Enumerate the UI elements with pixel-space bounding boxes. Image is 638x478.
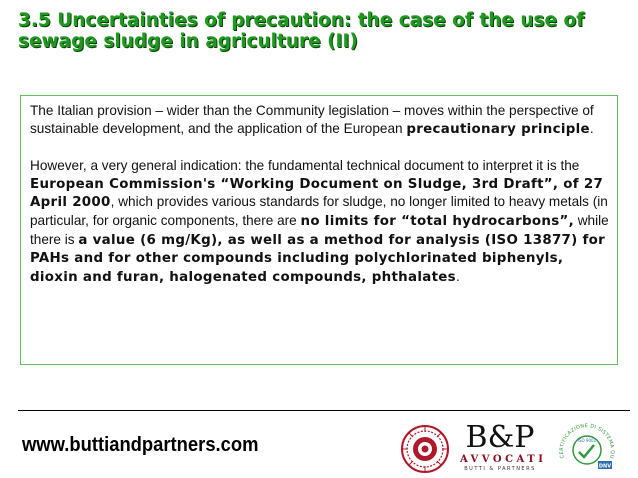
- cert-standard: ISO 9001: [577, 438, 597, 443]
- content-box: [20, 95, 618, 365]
- text: The Italian provision – wider than the Community legislation – moves within the perspective of sustainable development, and the application of the European: [30, 103, 594, 136]
- paragraph-provision: [30, 102, 609, 138]
- footer-divider: [18, 410, 630, 411]
- emphasis: precautionary principle: [406, 121, 590, 137]
- paragraph-indication: [30, 157, 609, 286]
- cert-text: CERTIFICAZIONE DI SISTEMA QU: [558, 423, 616, 460]
- logo-mark: B&P: [465, 420, 535, 455]
- text: However, a very general indication: the fundamental technical document to interpret it is the: [30, 158, 580, 174]
- slide-title: 3.5 Uncertainties of precaution: the case of the use of sewage sludge in agriculture (II): [18, 10, 585, 52]
- logo-line1: AVVOCATI: [460, 454, 547, 465]
- website-link[interactable]: www.buttiandpartners.com: [22, 434, 259, 456]
- butti-partners-logo: [460, 420, 547, 476]
- emphasis: no limits for “total hydrocarbons”,: [300, 213, 574, 229]
- logo-line2: BUTTI & PARTNERS: [464, 466, 536, 472]
- emphasis: a value (6 mg/Kg), as well as a method for analysis (ISO 13877) for PAHs and for other compounds including polychlorinated biphenyls, dioxin and furan, halogenated compounds, phthalates: [30, 232, 606, 285]
- quality-certification-icon: [552, 414, 622, 476]
- cert-body: DNV: [598, 463, 612, 470]
- text: .: [589, 120, 594, 136]
- text: while there is: [30, 212, 609, 247]
- text: , which provides various standards for sludge, no longer limited to heavy metals (in particular, for organic components, there are: [30, 194, 608, 228]
- text: .: [455, 268, 460, 284]
- emphasis: European Commission's “Working Document on Sludge, 3rd Draft”, of 27 April 2000: [30, 176, 604, 211]
- seal-logo-icon: [400, 424, 450, 474]
